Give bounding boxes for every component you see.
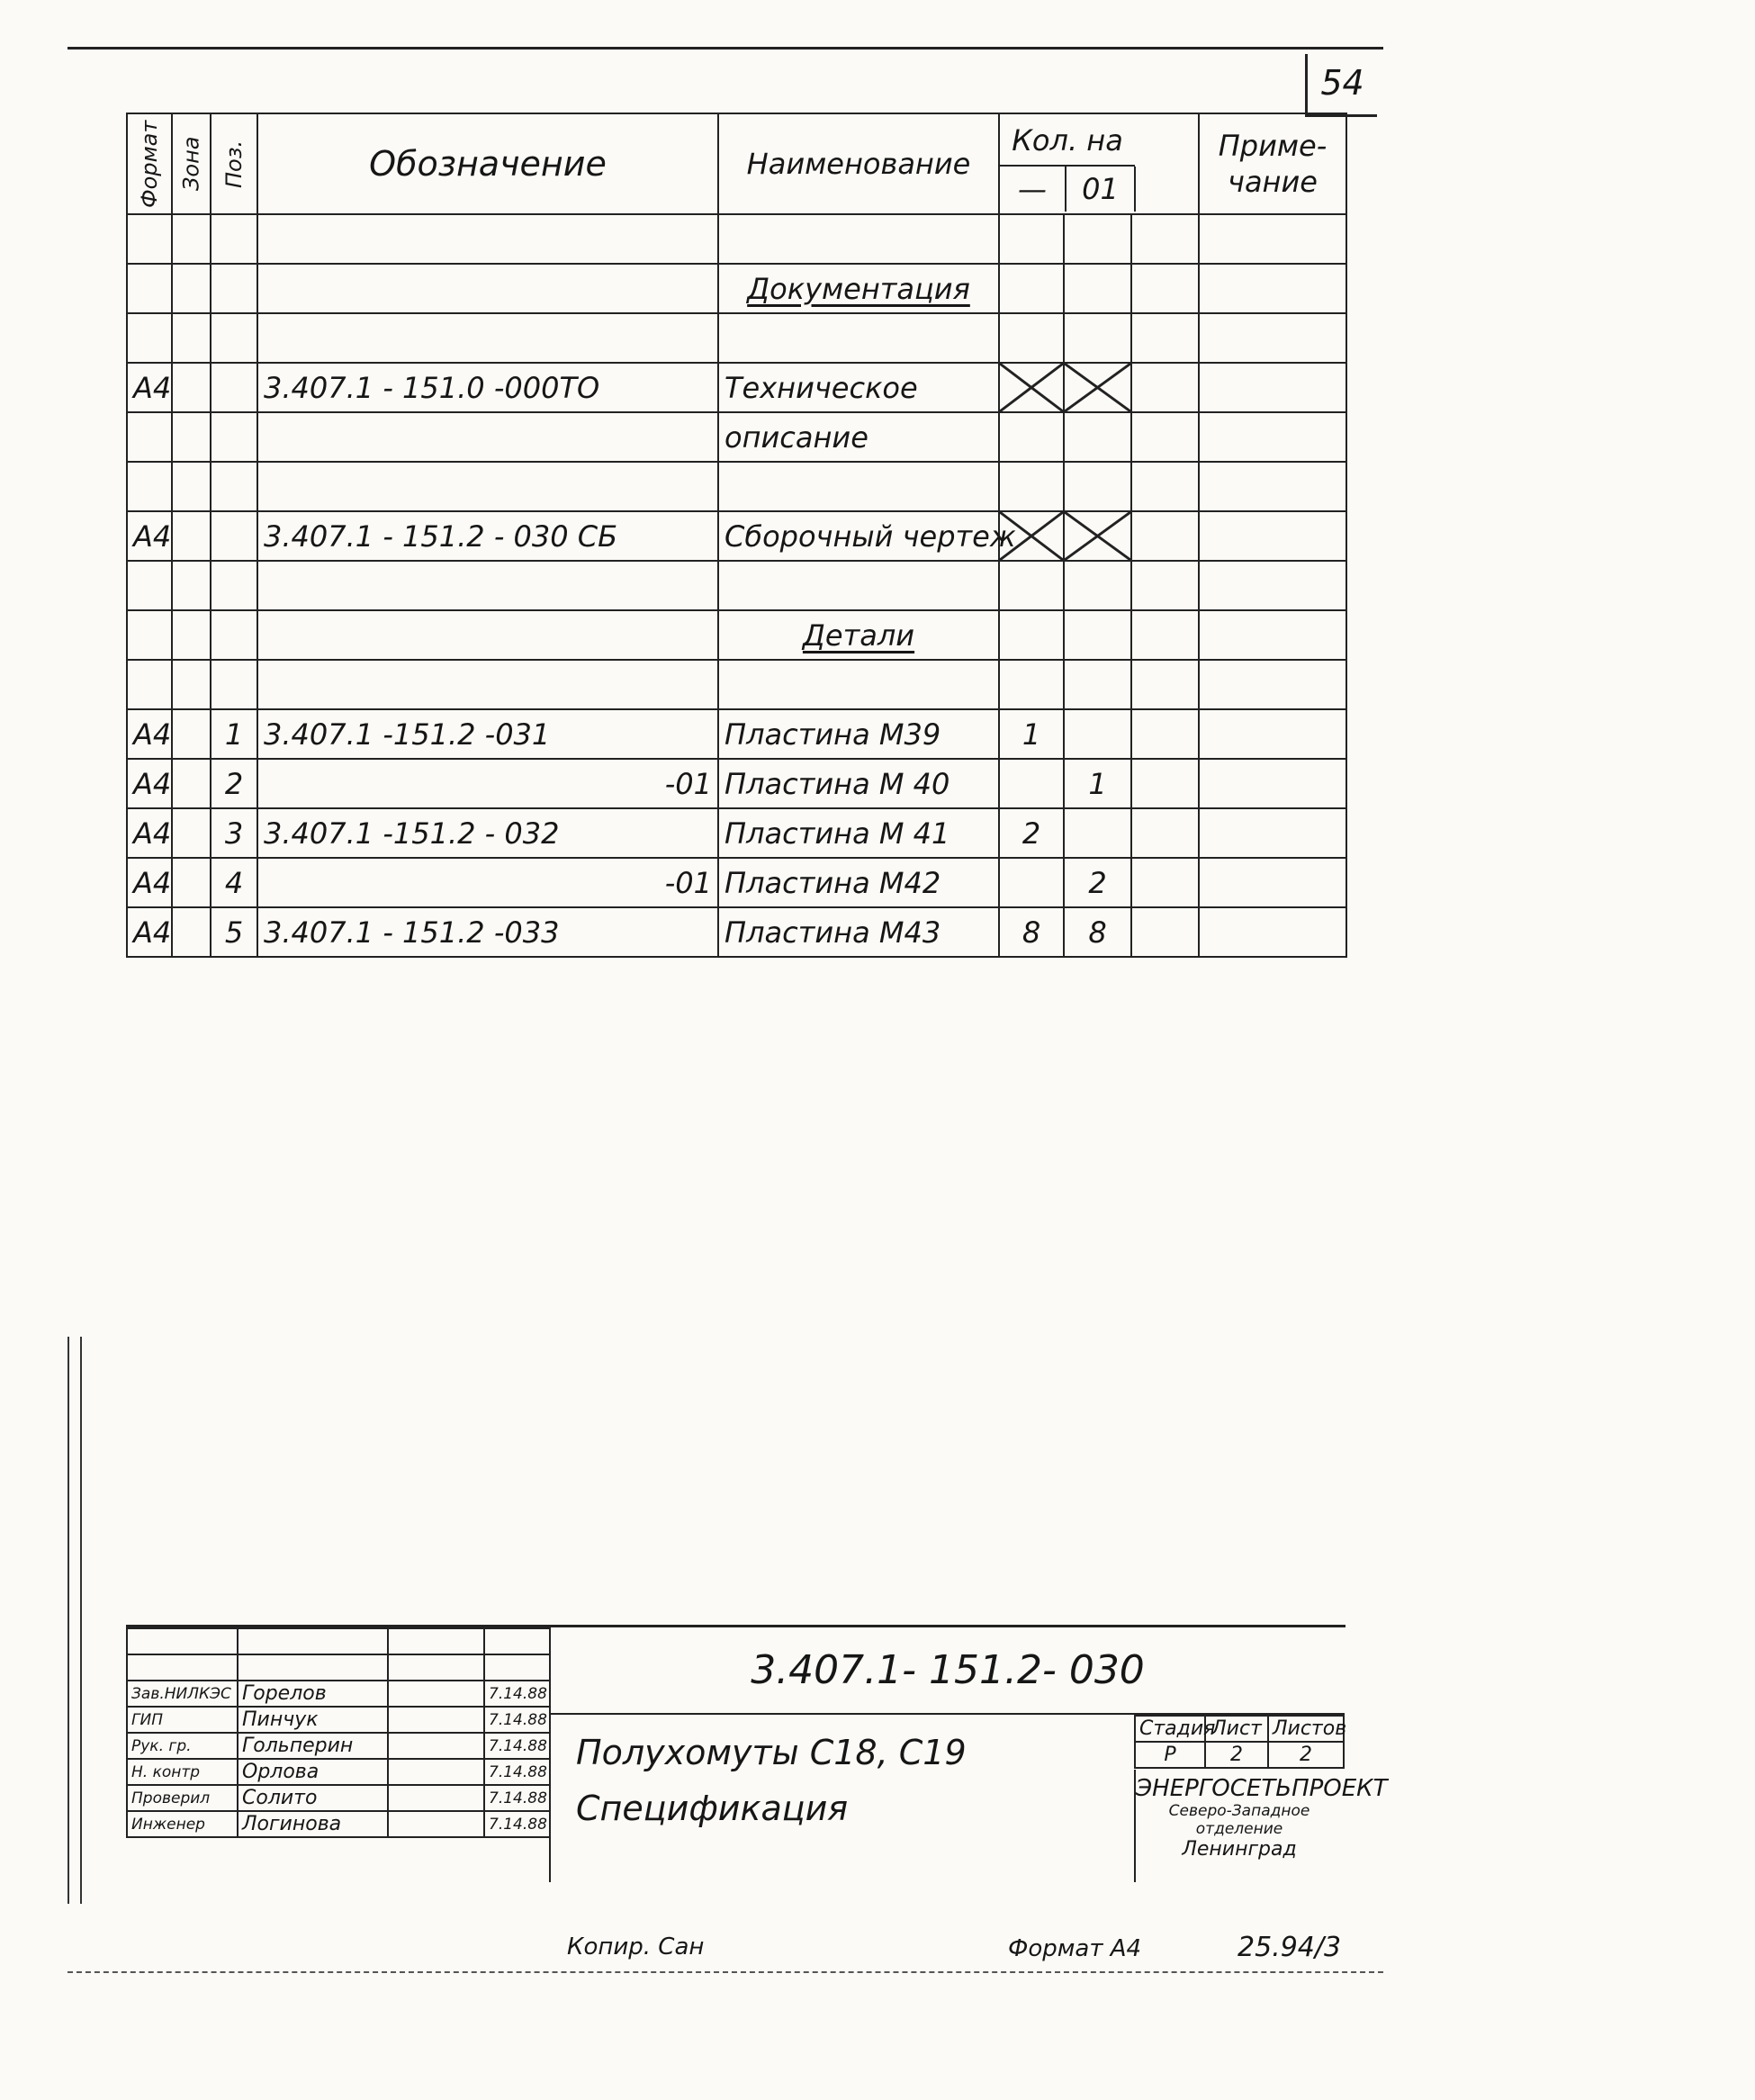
cell-pos: 5 — [211, 907, 257, 957]
person-date: 7.14.88 — [484, 1785, 550, 1811]
cell-note — [1199, 313, 1346, 363]
qty-title: Кол. на — [1000, 117, 1135, 167]
cell-qty2 — [1064, 660, 1131, 709]
table-row — [127, 759, 1346, 808]
qty-col1: — — [1000, 167, 1066, 212]
cell-pos — [211, 363, 257, 412]
person-role: Инженер — [127, 1811, 238, 1837]
cross-mark-icon — [1065, 364, 1130, 411]
specification-table — [126, 113, 1347, 958]
cell-name: Пластина М39 — [718, 709, 999, 759]
cell-pos: 2 — [211, 759, 257, 808]
cell-format — [127, 412, 172, 462]
cell-pos — [211, 264, 257, 313]
cell-qty3 — [1131, 363, 1199, 412]
cell-zone — [172, 363, 211, 412]
cell-qty3 — [1131, 313, 1199, 363]
cell-format — [127, 660, 172, 709]
person-name: Логинова — [238, 1811, 388, 1837]
header-zone: Зона — [172, 113, 211, 214]
cell-format: А4 — [127, 709, 172, 759]
cell-designation: 3.407.1 -151.2 -031 — [257, 709, 718, 759]
cell-pos: 1 — [211, 709, 257, 759]
cell-qty2 — [1064, 561, 1131, 610]
title-line-1: Полухомуты С18, С19 — [576, 1733, 967, 1772]
org-dept: Северо-Западное отделение — [1168, 1802, 1310, 1838]
cell-qty3 — [1131, 412, 1199, 462]
cell-qty3 — [1131, 858, 1199, 907]
cell-designation: 3.407.1 -151.2 - 032 — [257, 808, 718, 858]
cell-note — [1199, 610, 1346, 660]
cell-qty1 — [999, 264, 1064, 313]
cell-qty2 — [1064, 214, 1131, 264]
cell-note — [1199, 561, 1346, 610]
cell-qty1 — [999, 858, 1064, 907]
cell-pos — [211, 511, 257, 561]
person-name: Солито — [238, 1785, 388, 1811]
cell-format — [127, 561, 172, 610]
stage-value: Р — [1135, 1742, 1205, 1768]
table-row — [127, 808, 1346, 858]
cell-zone — [172, 907, 211, 957]
cell-zone — [172, 511, 211, 561]
person-date: 7.14.88 — [484, 1759, 550, 1785]
cell-qty1 — [999, 462, 1064, 511]
cell-designation — [257, 462, 718, 511]
cell-designation — [257, 214, 718, 264]
cell-qty3 — [1131, 610, 1199, 660]
cell-designation: -01 — [257, 759, 718, 808]
stage-label: Стадия — [1135, 1716, 1205, 1742]
table-row — [127, 610, 1346, 660]
cell-zone — [172, 214, 211, 264]
cell-qty3 — [1131, 759, 1199, 808]
cell-qty2 — [1064, 511, 1131, 561]
cell-designation — [257, 313, 718, 363]
cell-qty1 — [999, 610, 1064, 660]
cell-qty2 — [1064, 610, 1131, 660]
cell-name: Детали — [718, 610, 999, 660]
header-row — [127, 113, 1346, 214]
person-role: ГИП — [127, 1707, 238, 1733]
cell-format — [127, 264, 172, 313]
sheets-label: Листов — [1268, 1716, 1344, 1742]
header-name: Наименование — [718, 113, 999, 214]
cell-format: А4 — [127, 808, 172, 858]
cell-zone — [172, 313, 211, 363]
cell-qty3 — [1131, 660, 1199, 709]
title-line-2: Спецификация — [576, 1789, 849, 1828]
cell-note — [1199, 709, 1346, 759]
sheets-value: 2 — [1268, 1742, 1344, 1768]
person-date: 7.14.88 — [484, 1707, 550, 1733]
header-note: Приме- чание — [1199, 113, 1346, 214]
cell-format — [127, 610, 172, 660]
cell-zone — [172, 462, 211, 511]
person-name: Гольперин — [238, 1733, 388, 1759]
cell-name: Пластина М 40 — [718, 759, 999, 808]
footer-number: 25.94/3 — [1238, 1932, 1342, 1963]
cell-format: А4 — [127, 363, 172, 412]
cross-mark-icon — [1065, 512, 1130, 560]
person-signature — [388, 1681, 484, 1707]
cell-name — [718, 462, 999, 511]
person-signature — [388, 1733, 484, 1759]
cell-pos: 3 — [211, 808, 257, 858]
cell-format: А4 — [127, 907, 172, 957]
cell-pos — [211, 660, 257, 709]
header-pos: Поз. — [211, 113, 257, 214]
org-city: Ленинград — [1182, 1838, 1297, 1861]
cell-qty2: 1 — [1064, 759, 1131, 808]
cell-qty2 — [1064, 313, 1131, 363]
cell-note — [1199, 660, 1346, 709]
cell-format: А4 — [127, 759, 172, 808]
table-row — [127, 511, 1346, 561]
cell-qty2: 2 — [1064, 858, 1131, 907]
cell-pos — [211, 412, 257, 462]
table-row — [127, 363, 1346, 412]
cell-designation: -01 — [257, 858, 718, 907]
side-stamp-strip — [68, 1337, 82, 1904]
table-row — [127, 264, 1346, 313]
cell-qty1 — [999, 313, 1064, 363]
signature-row — [127, 1707, 550, 1733]
cell-format — [127, 313, 172, 363]
cell-qty2 — [1064, 264, 1131, 313]
cell-designation — [257, 561, 718, 610]
cell-qty3 — [1131, 907, 1199, 957]
cell-designation — [257, 660, 718, 709]
person-signature — [388, 1811, 484, 1837]
cell-qty2 — [1064, 363, 1131, 412]
footer-format: Формат А4 — [1008, 1935, 1142, 1962]
cell-designation — [257, 264, 718, 313]
cell-designation — [257, 412, 718, 462]
cell-qty3 — [1131, 808, 1199, 858]
cell-format: А4 — [127, 511, 172, 561]
cell-qty1 — [999, 363, 1064, 412]
cell-qty1: 1 — [999, 709, 1064, 759]
cell-format — [127, 462, 172, 511]
sheet-value: 2 — [1205, 1742, 1268, 1768]
cell-qty2: 8 — [1064, 907, 1131, 957]
table-row — [127, 313, 1346, 363]
cell-qty3 — [1131, 511, 1199, 561]
person-role: Зав.НИЛКЭС — [127, 1681, 238, 1707]
cell-pos: 4 — [211, 858, 257, 907]
signature-row — [127, 1759, 550, 1785]
cell-qty1: 8 — [999, 907, 1064, 957]
cell-note — [1199, 808, 1346, 858]
cell-note — [1199, 511, 1346, 561]
stage-table — [1134, 1715, 1345, 1769]
person-name: Пинчук — [238, 1707, 388, 1733]
cell-name: Сборочный чертеж — [718, 511, 999, 561]
cell-qty1 — [999, 759, 1064, 808]
organization — [1134, 1770, 1388, 1882]
signature-row — [127, 1733, 550, 1759]
person-date: 7.14.88 — [484, 1733, 550, 1759]
cell-zone — [172, 660, 211, 709]
cell-note — [1199, 907, 1346, 957]
cell-note — [1199, 858, 1346, 907]
footer-copied: Копир. Сан — [567, 1933, 705, 1960]
signature-row — [127, 1681, 550, 1707]
table-row — [127, 858, 1346, 907]
cell-zone — [172, 759, 211, 808]
cell-qty3 — [1131, 214, 1199, 264]
cell-name — [718, 313, 999, 363]
person-signature — [388, 1759, 484, 1785]
person-date: 7.14.88 — [484, 1811, 550, 1837]
header-designation: Обозначение — [257, 113, 718, 214]
cell-name: Документация — [718, 264, 999, 313]
cell-pos — [211, 561, 257, 610]
bottom-cut-line — [68, 1971, 1383, 1973]
cell-qty2 — [1064, 412, 1131, 462]
cell-designation: 3.407.1 - 151.2 -033 — [257, 907, 718, 957]
signatures-table — [126, 1627, 551, 1838]
cell-qty2 — [1064, 808, 1131, 858]
title-block — [126, 1625, 1388, 1882]
cell-zone — [172, 264, 211, 313]
cell-qty1 — [999, 511, 1064, 561]
person-name: Орлова — [238, 1759, 388, 1785]
cell-name — [718, 660, 999, 709]
table-row — [127, 214, 1346, 264]
cell-name — [718, 214, 999, 264]
cross-mark-icon — [1000, 364, 1063, 411]
cell-zone — [172, 808, 211, 858]
header-format: Формат — [127, 113, 172, 214]
cell-qty1 — [999, 412, 1064, 462]
cell-note — [1199, 759, 1346, 808]
header-quantity — [999, 113, 1199, 214]
cell-qty1 — [999, 660, 1064, 709]
org-name: ЭНЕРГОСЕТЬПРОЕКТ — [1136, 1775, 1388, 1802]
cell-qty3 — [1131, 264, 1199, 313]
table-row — [127, 709, 1346, 759]
person-role: Проверил — [127, 1785, 238, 1811]
cell-note — [1199, 214, 1346, 264]
person-role: Н. контр — [127, 1759, 238, 1785]
cell-format — [127, 214, 172, 264]
cell-note — [1199, 462, 1346, 511]
cell-qty2 — [1064, 462, 1131, 511]
cell-designation — [257, 610, 718, 660]
cell-pos — [211, 610, 257, 660]
cell-note — [1199, 264, 1346, 313]
person-name: Горелов — [238, 1681, 388, 1707]
cell-name: описание — [718, 412, 999, 462]
cell-qty3 — [1131, 561, 1199, 610]
signature-row — [127, 1785, 550, 1811]
cell-zone — [172, 858, 211, 907]
table-row — [127, 660, 1346, 709]
cell-pos — [211, 214, 257, 264]
cell-qty2 — [1064, 709, 1131, 759]
cell-name: Пластина М 41 — [718, 808, 999, 858]
cell-zone — [172, 610, 211, 660]
cell-pos — [211, 313, 257, 363]
cell-qty3 — [1131, 462, 1199, 511]
title-area — [549, 1715, 1134, 1882]
cell-designation: 3.407.1 - 151.2 - 030 СБ — [257, 511, 718, 561]
cell-name — [718, 561, 999, 610]
signature-row — [127, 1811, 550, 1837]
cell-qty1 — [999, 561, 1064, 610]
person-date: 7.14.88 — [484, 1681, 550, 1707]
qty-col2: 01 — [1066, 167, 1136, 212]
table-row — [127, 561, 1346, 610]
sheet-label: Лист — [1205, 1716, 1268, 1742]
cell-note — [1199, 412, 1346, 462]
cell-name: Пластина М42 — [718, 858, 999, 907]
table-row — [127, 462, 1346, 511]
cell-zone — [172, 412, 211, 462]
cell-format: А4 — [127, 858, 172, 907]
cell-qty1 — [999, 214, 1064, 264]
cell-name: Пластина М43 — [718, 907, 999, 957]
cell-designation: 3.407.1 - 151.0 -000ТО — [257, 363, 718, 412]
cell-qty3 — [1131, 709, 1199, 759]
table-row — [127, 412, 1346, 462]
cell-zone — [172, 709, 211, 759]
cross-mark-icon — [1000, 512, 1063, 560]
cell-note — [1199, 363, 1346, 412]
cell-qty1: 2 — [999, 808, 1064, 858]
cell-name: Техническое — [718, 363, 999, 412]
table-row — [127, 907, 1346, 957]
person-role: Рук. гр. — [127, 1733, 238, 1759]
person-signature — [388, 1785, 484, 1811]
document-code: 3.407.1- 151.2- 030 — [549, 1627, 1345, 1715]
page-number: 54 — [1305, 54, 1377, 117]
cell-zone — [172, 561, 211, 610]
person-signature — [388, 1707, 484, 1733]
cell-pos — [211, 462, 257, 511]
